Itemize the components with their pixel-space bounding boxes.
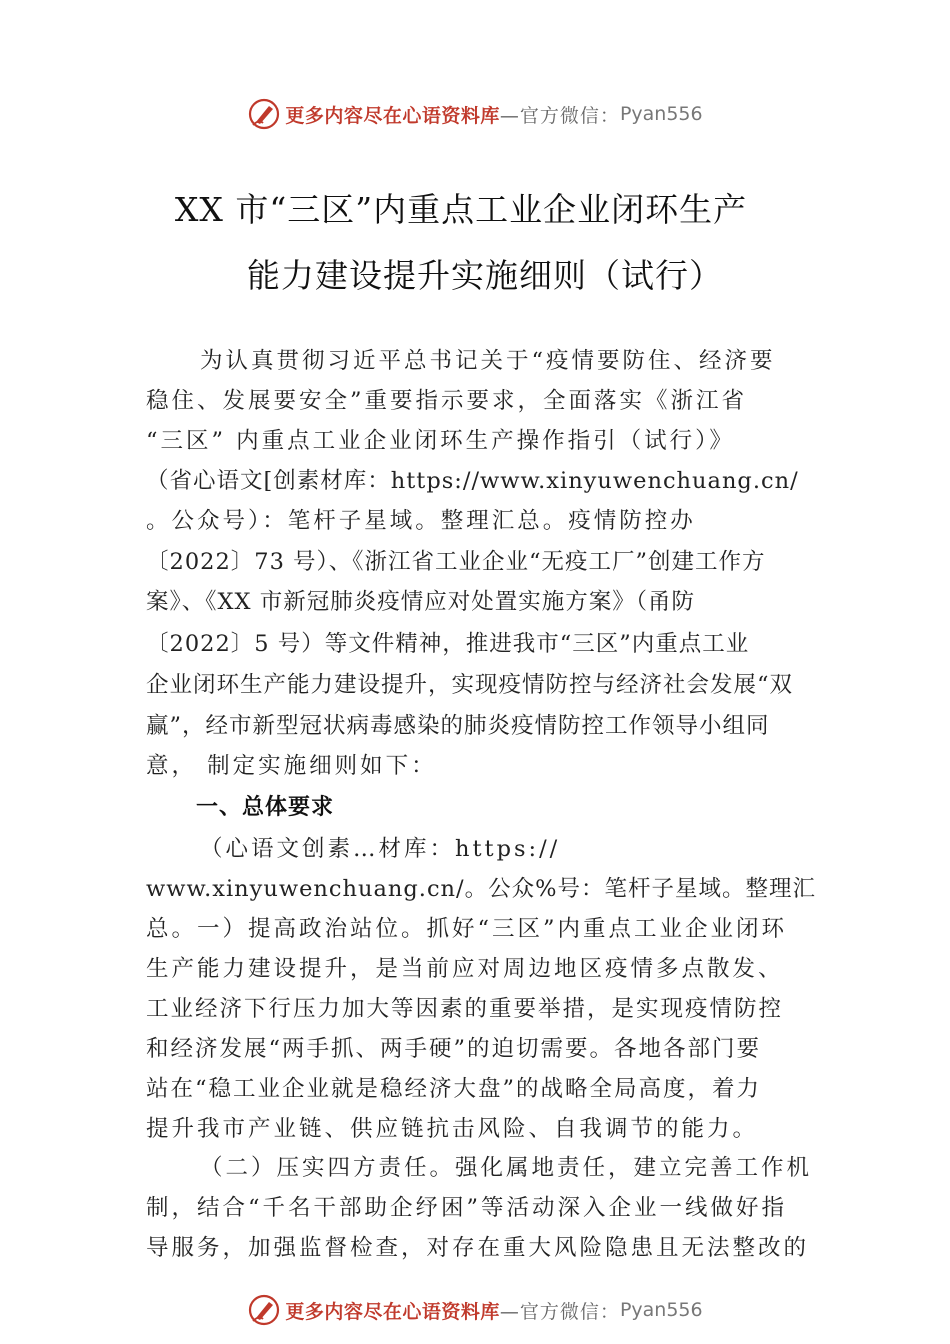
- watermark-contact: Pyan556: [619, 103, 703, 125]
- text-line: 意， 制定实施细则如下：: [146, 753, 437, 779]
- text-line: 提升我市产业链、供应链抗击风险、自我调节的能力。: [146, 1116, 759, 1142]
- text-line: 稳住、发展要安全”重要指示要求，全面落实《浙江省: [146, 388, 748, 414]
- text-line: 赢”，经市新型冠状病毒感染的肺炎疫情防控工作领导小组同: [146, 713, 770, 739]
- text-line: www.xinyuwenchuang.cn/。公众%号：笔杆子星域。整理汇: [146, 876, 816, 902]
- header-watermark: [0, 94, 950, 134]
- watermark-contact: Pyan556: [619, 1299, 703, 1321]
- text-line: 制，结合“千名干部助企纾困”等活动深入企业一线做好指: [146, 1195, 788, 1221]
- pen-seal-icon: [247, 1293, 281, 1327]
- text-line: 企业闭环生产能力建设提升，实现疫情防控与经济社会发展“双: [146, 672, 794, 698]
- pen-seal-icon: [247, 97, 281, 131]
- text-line: 。公众号）：笔杆子星域。整理汇总。疫情防控办: [146, 508, 696, 534]
- document-title-line-1: XX 市“三区”内重点工业企业闭环生产: [174, 190, 748, 229]
- text-line: 〔2022〕73 号）、《浙江省工业企业“无疫工厂”创建工作方: [146, 549, 766, 575]
- document-title-line-2: 能力建设提升实施细则（试行）: [247, 256, 723, 295]
- watermark-separator: —官方微信：: [499, 104, 620, 127]
- text-line: 生产能力建设提升，是当前应对周边地区疫情多点散发、: [146, 956, 784, 982]
- text-line: 案》、《XX 市新冠肺炎疫情应对处置实施方案》（甬防: [146, 589, 695, 615]
- text-line: 和经济发展“两手抓、两手硬”的迫切需要。各地各部门要: [146, 1036, 762, 1062]
- text-line: 导服务，加强监督检查，对存在重大风险隐患且无法整改的: [146, 1235, 810, 1261]
- text-line: （二）压实四方责任。强化属地责任，建立完善工作机: [200, 1155, 813, 1181]
- section-heading: 一、总体要求: [196, 795, 335, 820]
- watermark-brand: 更多内容尽在心语资料库: [285, 104, 500, 127]
- footer-watermark: [0, 1290, 950, 1330]
- text-line: “三区” 内重点工业企业闭环生产操作指引（试行）》: [146, 428, 735, 454]
- watermark-brand: 更多内容尽在心语资料库: [285, 1300, 500, 1323]
- text-line: 站在“稳工业企业就是稳经济大盘”的战略全局高度，着力: [146, 1076, 762, 1102]
- text-line: （心语文创素…材库：https://: [200, 836, 561, 862]
- text-line: 为认真贯彻习近平总书记关于“疫情要防住、经济要: [200, 348, 776, 374]
- text-line: 工业经济下行压力加大等因素的重要举措，是实现疫情防控: [146, 996, 784, 1022]
- text-line: （省心语文[创素材库：https://www.xinyuwenchuang.cn/: [146, 468, 799, 494]
- text-line: 总。一）提高政治站位。抓好“三区”内重点工业企业闭环: [146, 916, 788, 942]
- watermark-separator: —官方微信：: [499, 1300, 620, 1323]
- text-line: 〔2022〕5 号）等文件精神，推进我市“三区”内重点工业: [146, 631, 750, 657]
